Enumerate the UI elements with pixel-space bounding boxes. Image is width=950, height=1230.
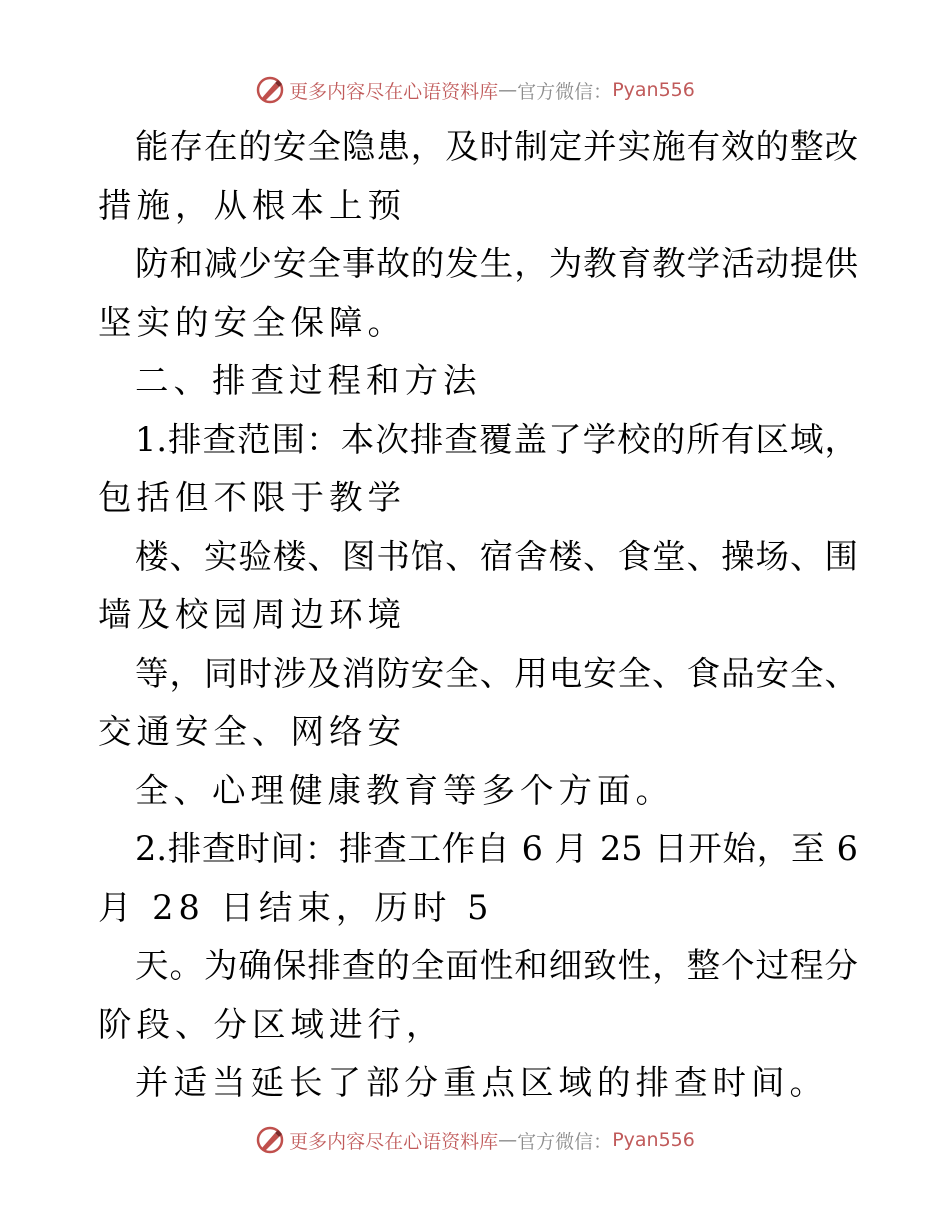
watermark-red-text: 更多内容尽在心语资料库: [289, 1130, 499, 1153]
document-body: [98, 118, 858, 1113]
text-line-15: 天。为确保排查的全面性和细致性，整个过程分: [135, 946, 858, 985]
text-line-10: 等，同时涉及消防安全、用电安全、食品安全、: [135, 653, 858, 693]
text-line-12: 全、心理健康教育等多个方面。: [135, 770, 674, 810]
text-line-13: 2.排查时间：排查工作自 6 月 25 日开始，至 6: [135, 829, 858, 868]
watermark-id: Pyan556: [612, 79, 695, 101]
text-line-6: 1.排查范围：本次排查覆盖了学校的所有区域，: [135, 419, 858, 459]
text-line-17: 并适当延长了部分重点区域的排查时间。: [135, 1063, 828, 1102]
text-line-2: 措施，从根本上预: [98, 185, 406, 225]
watermark-dash: —: [498, 1129, 518, 1151]
watermark-red-text: 更多内容尽在心语资料库: [289, 80, 499, 103]
text-line-14: 月 28 日结束，历时 5: [98, 887, 494, 927]
text-line-9: 墙及校园周边环境: [98, 595, 406, 634]
text-line-7: 包括但不限于教学: [98, 478, 406, 517]
text-line-1: 能存在的安全隐患，及时制定并实施有效的整改: [135, 127, 858, 166]
text-line-11: 交通安全、网络安: [98, 712, 406, 751]
watermark-gray-text: 官方微信：: [517, 80, 613, 103]
text-line-3: 防和减少安全事故的发生，为教育教学活动提供: [135, 244, 858, 283]
section-heading: 二、排查过程和方法: [135, 361, 482, 400]
watermark-dash: —: [498, 79, 518, 101]
pen-logo-icon: [255, 1125, 285, 1155]
text-line-8: 楼、实验楼、图书馆、宿舍楼、食堂、操场、围: [135, 536, 858, 576]
header-watermark: [0, 75, 950, 105]
footer-watermark: [0, 1125, 950, 1155]
text-line-16: 阶段、分区域进行，: [98, 1004, 445, 1044]
text-line-4: 坚实的安全保障。: [98, 302, 406, 342]
pen-logo-icon: [255, 75, 285, 105]
watermark-id: Pyan556: [612, 1129, 695, 1151]
watermark-gray-text: 官方微信：: [517, 1130, 613, 1153]
